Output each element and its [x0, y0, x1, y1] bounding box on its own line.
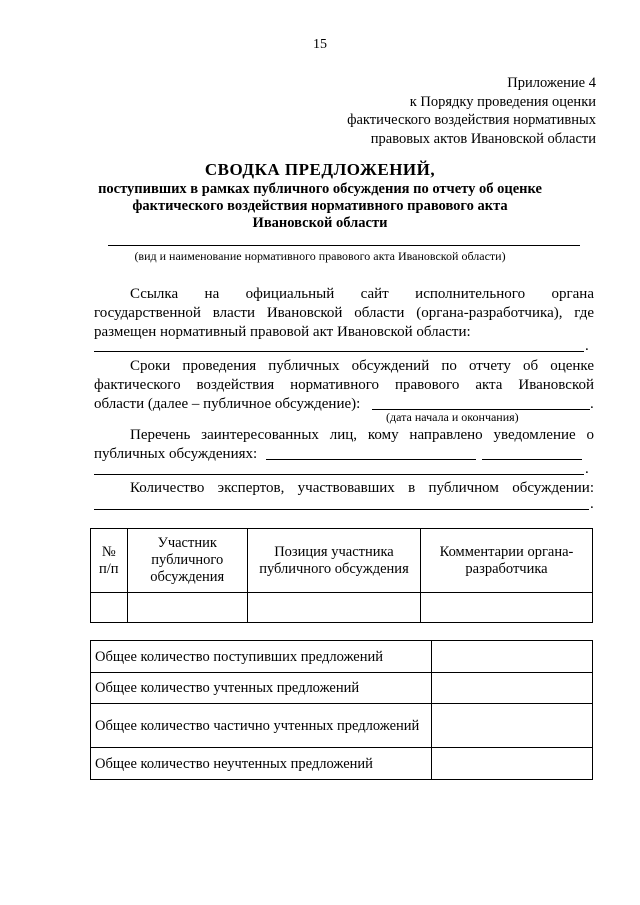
- subtitle-line: фактического воздействия нормативного правового акта: [132, 198, 508, 214]
- experts-fill-line: [94, 509, 589, 510]
- period-mark: .: [590, 496, 594, 512]
- paragraph-line: Сроки проведения публичных обсуждений по отчету об оценке: [130, 358, 594, 374]
- list-fill-line-b: [482, 459, 582, 460]
- table-cell[interactable]: [247, 593, 420, 623]
- terms-paragraph: [94, 357, 594, 414]
- table-header-cell: Комментарии органа-разработчика: [421, 529, 593, 593]
- paragraph-line: Перечень заинтересованных лиц, кому направлено уведомление о: [130, 427, 594, 443]
- experts-paragraph: [94, 479, 594, 498]
- list-fill-line-c: [94, 474, 584, 475]
- paragraph-line: размещен нормативный правовой акт Ивановской области:: [94, 324, 471, 340]
- act-name-caption: (вид и наименование нормативного правового акта Ивановской области): [134, 249, 506, 263]
- paragraph-line: Ссылка на официальный сайт исполнительного органа: [130, 286, 594, 302]
- table-row: [91, 641, 593, 673]
- paragraph-line: фактического воздействия нормативного правового акта Ивановской: [94, 377, 594, 393]
- period-mark: .: [585, 338, 589, 354]
- subtitle-line: поступивших в рамках публичного обсуждения по отчету об оценке: [98, 181, 542, 197]
- summary-label: Общее количество частично учтенных предложений: [91, 704, 432, 748]
- table-row: [91, 704, 593, 748]
- paragraph-line: области (далее – публичное обсуждение):: [94, 396, 361, 412]
- subtitle-line: Ивановской области: [252, 215, 388, 231]
- act-name-line: [108, 245, 580, 246]
- period-mark: .: [590, 396, 594, 412]
- summary-label: Общее количество учтенных предложений: [91, 673, 432, 704]
- table-header-cell: Участник публичного обсуждения: [127, 529, 247, 593]
- paragraph-line: публичных обсуждениях:: [94, 446, 258, 462]
- table-header-cell: Позиция участника публичного обсуждения: [247, 529, 420, 593]
- proposals-table: [90, 528, 593, 623]
- summary-label: Общее количество поступивших предложений: [91, 641, 432, 673]
- page-number: 15: [313, 37, 327, 52]
- appendix-line: Приложение 4: [507, 75, 596, 91]
- table-cell[interactable]: [91, 593, 128, 623]
- paragraph-line: Количество экспертов, участвовавших в публичном обсуждении:: [130, 480, 594, 496]
- paragraph-line: государственной власти Ивановской области (органа-разработчика), где: [94, 305, 594, 321]
- appendix-line: к Порядку проведения оценки: [409, 93, 596, 110]
- link-fill-line: [94, 351, 584, 352]
- list-fill-line-a: [266, 459, 476, 460]
- table-row: [91, 748, 593, 780]
- terms-caption: (дата начала и окончания): [386, 410, 519, 424]
- summary-value-cell[interactable]: [432, 704, 593, 748]
- table-row: [91, 673, 593, 704]
- table-row: [91, 593, 593, 623]
- summary-table: [90, 640, 593, 780]
- summary-value-cell[interactable]: [432, 641, 593, 673]
- document-subtitle: [80, 181, 560, 232]
- document-title: СВОДКА ПРЕДЛОЖЕНИЙ,: [204, 160, 436, 179]
- table-cell[interactable]: [421, 593, 593, 623]
- summary-value-cell[interactable]: [432, 673, 593, 704]
- appendix-line: правовых актов Ивановской области: [370, 130, 596, 147]
- appendix-block: [347, 74, 596, 148]
- link-paragraph: [94, 285, 594, 342]
- period-mark: .: [585, 461, 589, 477]
- summary-value-cell[interactable]: [432, 748, 593, 780]
- table-header-row: [91, 529, 593, 593]
- appendix-line: фактического воздействия нормативных: [347, 112, 596, 128]
- table-header-cell: № п/п: [91, 529, 128, 593]
- summary-label: Общее количество неучтенных предложений: [91, 748, 432, 780]
- table-cell[interactable]: [127, 593, 247, 623]
